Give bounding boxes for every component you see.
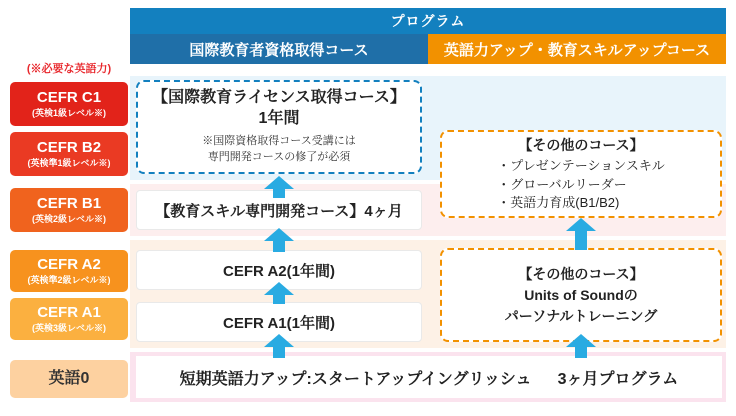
level-badge-a2 (10, 250, 128, 292)
level-sub: (英検1級レベル※) (32, 107, 106, 118)
arrow-up-a1-to-a2 (264, 282, 294, 304)
arrow-head-icon (264, 282, 294, 295)
license-note-line2: 専門開発コースの修了が必須 (207, 150, 351, 163)
license-line1: 【国際教育ライセンス取得コース】 (152, 89, 406, 107)
other-lower-line3: パーソナルトレーニング (504, 307, 658, 324)
other-upper-title: 【その他のコース】 (518, 136, 644, 153)
arrow-shaft (273, 241, 285, 252)
license-line2: 1年間 (258, 110, 300, 128)
startup-title: 短期英語力アップ:スタートアップイングリッシュ (179, 370, 532, 388)
arrow-head-icon (264, 334, 294, 347)
arrow-shaft (273, 189, 285, 198)
level-badge-c1 (10, 82, 128, 126)
license-note-line1: ※国際資格取得コース受講には (202, 134, 356, 147)
other-lower-title: 【その他のコース】 (518, 265, 644, 282)
header-course-left: 国際教育者資格取得コース (130, 34, 428, 64)
box-startup-english (136, 356, 722, 398)
arrow-shaft (273, 295, 285, 304)
level-sub: (英検準1級レベル※) (27, 157, 111, 168)
arrow-shaft (575, 231, 587, 250)
level-code: 英語0 (48, 369, 90, 387)
arrow-shaft (273, 347, 285, 358)
arrow-head-icon (264, 176, 294, 189)
cefr-a2-title: CEFR A2(1年間) (223, 262, 335, 280)
header-course-right: 英語力アップ・教育スキルアップコース (428, 34, 726, 64)
startup-duration: 3ヶ月プログラム (557, 370, 679, 388)
arrow-up-startup-to-other-lower (566, 334, 596, 358)
level-badge-b2 (10, 132, 128, 176)
arrow-head-icon (264, 228, 294, 241)
level-code: CEFR A1 (37, 304, 101, 322)
level-code: CEFR B2 (36, 139, 102, 157)
arrow-up-skill-to-license (264, 176, 294, 198)
arrow-up-other-lower-to-other-upper (566, 218, 596, 250)
box-other-courses-lower (440, 248, 722, 342)
level-sub: (英検準2級レベル※) (27, 274, 111, 285)
other-upper-list (497, 157, 664, 214)
list-item: ・プレゼンテーションスキル (497, 157, 665, 173)
level-badge-b1 (10, 188, 128, 232)
level-sub: (英検3級レベル※) (32, 322, 106, 333)
cefr-a1-title: CEFR A1(1年間) (223, 314, 335, 332)
arrow-head-icon (566, 334, 596, 347)
header-program: プログラム (130, 8, 726, 34)
arrow-shaft (575, 347, 587, 358)
box-other-courses-upper (440, 130, 722, 218)
level-badge-a1 (10, 298, 128, 340)
arrow-up-a2-to-skill (264, 228, 294, 252)
level-sub: (英検2級レベル※) (32, 213, 106, 224)
arrow-head-icon (566, 218, 596, 231)
level-code: CEFR B1 (36, 195, 102, 213)
box-license-course (136, 80, 422, 174)
list-item: ・グローバルリーダー (497, 176, 627, 192)
arrow-up-startup-to-a1 (264, 334, 294, 358)
level-code: CEFR A2 (37, 256, 101, 274)
level-note: (※必要な英語力) (26, 63, 112, 75)
level-code: CEFR C1 (36, 89, 102, 107)
level-badge-zero (10, 360, 128, 398)
list-item: ・英語力育成(B1/B2) (497, 195, 620, 211)
skill-title: 【教育スキル専門開発コース】4ヶ月 (155, 202, 403, 220)
other-lower-line2: Units of Soundの (524, 286, 638, 303)
